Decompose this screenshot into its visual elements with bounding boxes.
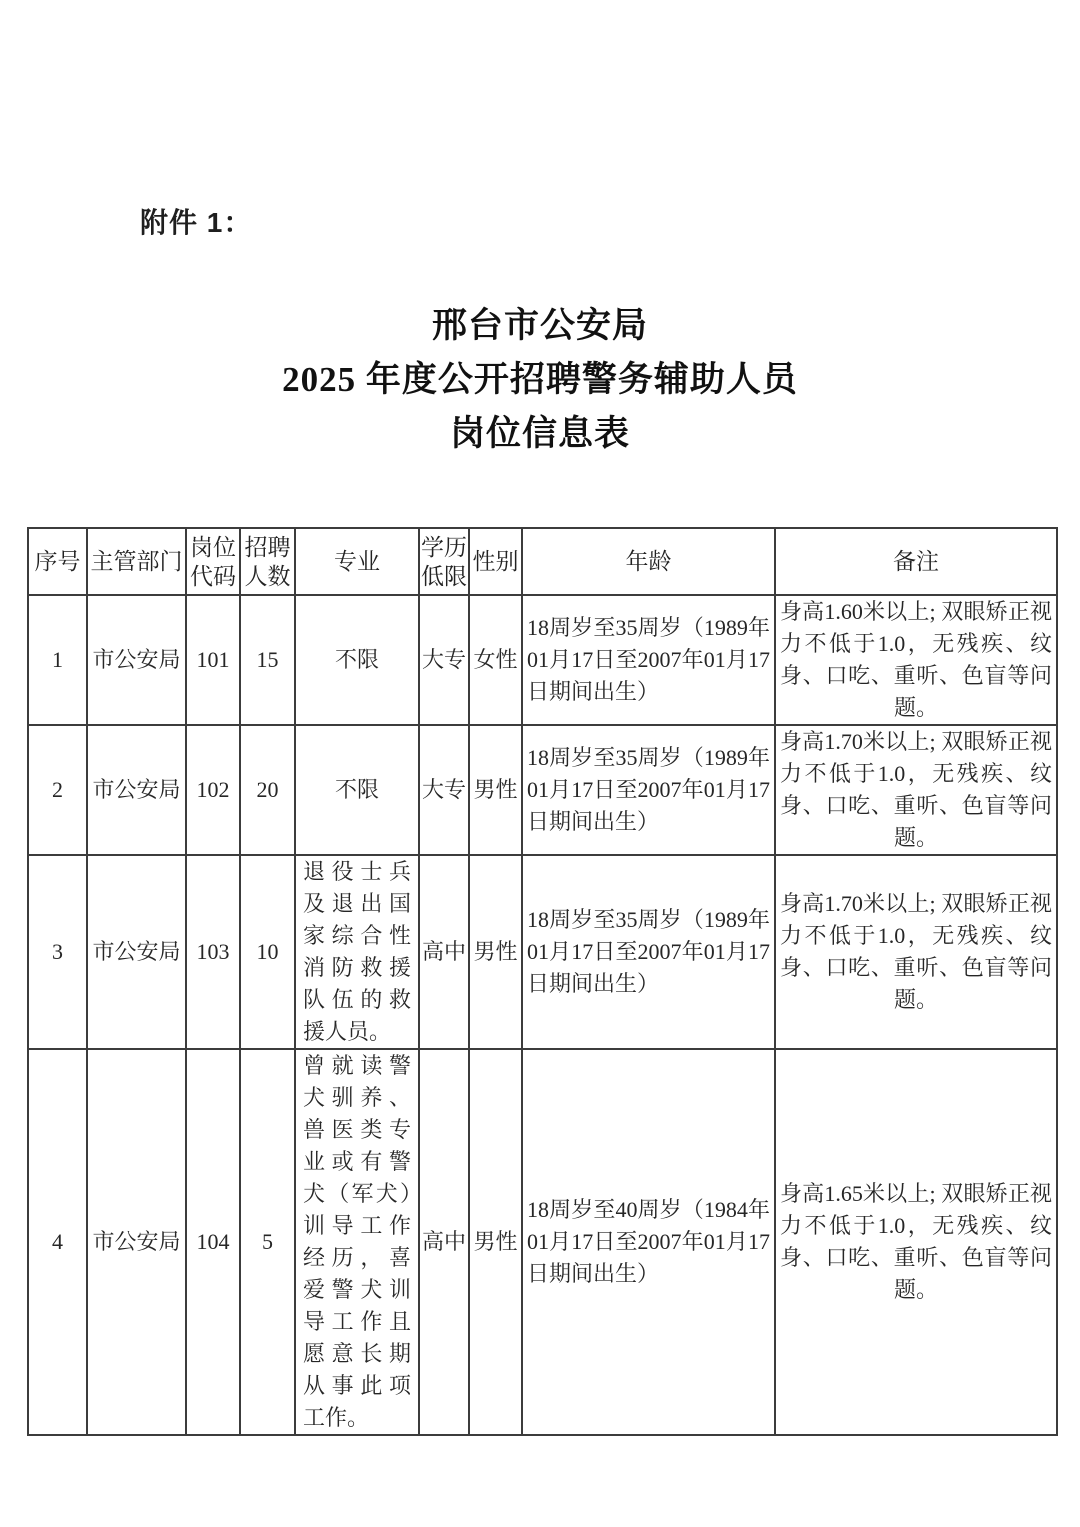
col-header-count: 招聘人数 bbox=[240, 528, 295, 595]
cell-no: 1 bbox=[28, 595, 87, 725]
title-line-3: 岗位信息表 bbox=[449, 414, 630, 453]
cell-remark: 身高1.65米以上; 双眼矫正视力不低于1.0，无残疾、纹身、口吃、重听、色盲等问题。 bbox=[775, 1049, 1057, 1435]
attachment-label: 附件 1： bbox=[140, 207, 253, 238]
cell-major: 退役士兵及退出国家综合性消防救援队伍的救援人员。 bbox=[295, 855, 419, 1049]
cell-remark: 身高1.70米以上; 双眼矫正视力不低于1.0，无残疾、纹身、口吃、重听、色盲等问题。 bbox=[775, 725, 1057, 855]
cell-education: 高中 bbox=[419, 855, 469, 1049]
cell-remark: 身高1.60米以上; 双眼矫正视力不低于1.0，无残疾、纹身、口吃、重听、色盲等问题。 bbox=[775, 595, 1057, 725]
col-header-dept: 主管部门 bbox=[87, 528, 186, 595]
cell-major: 不限 bbox=[295, 725, 419, 855]
cell-count: 20 bbox=[240, 725, 295, 855]
col-header-education: 学历低限 bbox=[419, 528, 469, 595]
cell-code: 104 bbox=[186, 1049, 240, 1435]
col-header-major: 专业 bbox=[295, 528, 419, 595]
cell-gender: 男性 bbox=[469, 855, 522, 1049]
cell-gender: 男性 bbox=[469, 1049, 522, 1435]
col-header-no: 序号 bbox=[28, 528, 87, 595]
table-row bbox=[28, 595, 1057, 725]
cell-code: 101 bbox=[186, 595, 240, 725]
cell-major: 不限 bbox=[295, 595, 419, 725]
cell-count: 5 bbox=[240, 1049, 295, 1435]
table-header-row bbox=[28, 528, 1057, 595]
cell-no: 2 bbox=[28, 725, 87, 855]
cell-education: 大专 bbox=[419, 725, 469, 855]
col-header-age: 年龄 bbox=[522, 528, 775, 595]
document-title bbox=[0, 299, 1080, 461]
cell-age: 18周岁至35周岁（1989年01月17日至2007年01月17日期间出生） bbox=[522, 725, 775, 855]
cell-code: 103 bbox=[186, 855, 240, 1049]
cell-education: 高中 bbox=[419, 1049, 469, 1435]
cell-dept: 市公安局 bbox=[87, 725, 186, 855]
title-line-2: 2025 年度公开招聘警务辅助人员 bbox=[282, 360, 798, 399]
cell-gender: 女性 bbox=[469, 595, 522, 725]
cell-no: 4 bbox=[28, 1049, 87, 1435]
cell-dept: 市公安局 bbox=[87, 1049, 186, 1435]
col-header-gender: 性别 bbox=[469, 528, 522, 595]
cell-count: 10 bbox=[240, 855, 295, 1049]
cell-major: 曾就读警犬驯养、兽医类专业或有警犬（军犬）训导工作经历，喜爱警犬训导工作且愿意长期从事此项工作。 bbox=[295, 1049, 419, 1435]
cell-gender: 男性 bbox=[469, 725, 522, 855]
cell-dept: 市公安局 bbox=[87, 855, 186, 1049]
cell-count: 15 bbox=[240, 595, 295, 725]
col-header-code: 岗位代码 bbox=[186, 528, 240, 595]
title-line-1: 邢台市公安局 bbox=[431, 306, 648, 345]
table-row bbox=[28, 855, 1057, 1049]
cell-age: 18周岁至35周岁（1989年01月17日至2007年01月17日期间出生） bbox=[522, 595, 775, 725]
cell-no: 3 bbox=[28, 855, 87, 1049]
job-positions-table bbox=[27, 527, 1058, 1436]
table-row bbox=[28, 1049, 1057, 1435]
col-header-remark: 备注 bbox=[775, 528, 1057, 595]
cell-age: 18周岁至35周岁（1989年01月17日至2007年01月17日期间出生） bbox=[522, 855, 775, 1049]
cell-education: 大专 bbox=[419, 595, 469, 725]
cell-age: 18周岁至40周岁（1984年01月17日至2007年01月17日期间出生） bbox=[522, 1049, 775, 1435]
cell-code: 102 bbox=[186, 725, 240, 855]
cell-dept: 市公安局 bbox=[87, 595, 186, 725]
cell-remark: 身高1.70米以上; 双眼矫正视力不低于1.0，无残疾、纹身、口吃、重听、色盲等问题。 bbox=[775, 855, 1057, 1049]
table-row bbox=[28, 725, 1057, 855]
